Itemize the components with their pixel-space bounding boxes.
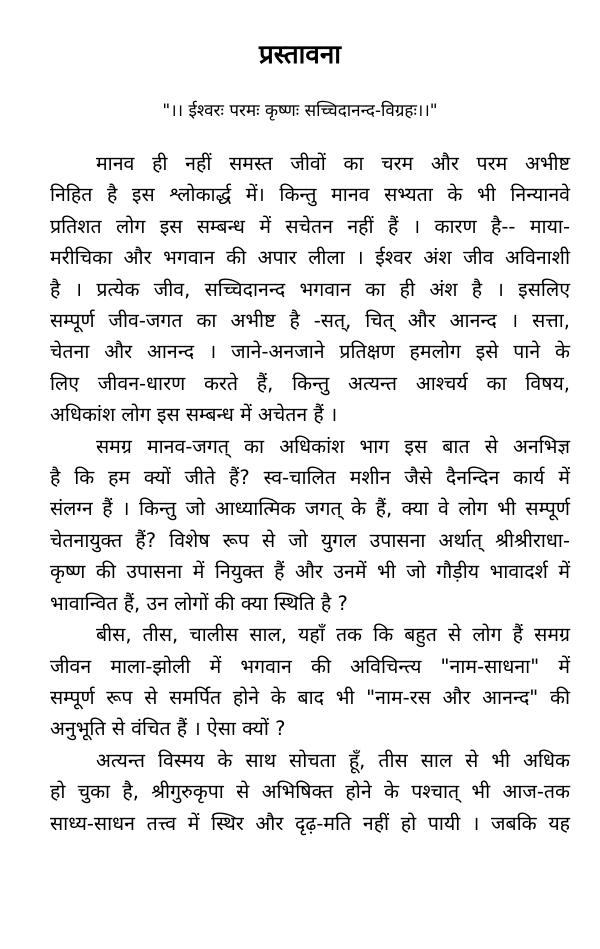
text-line: बीस, तीस, चालीस साल, यहाँ तक कि बहुत से लोग हैं समग्र	[96, 623, 570, 647]
text-line: है कि हम क्यों जीते हैं? स्व-चालित मशीन जैसे दैनन्दिन कार्य में	[50, 466, 570, 490]
paragraph-3	[50, 619, 570, 745]
text-line: भावान्वित हैं, उन लोगों की क्या स्थिति है ?	[50, 591, 348, 615]
text-line: लिए जीवन-धारण करते हैं, किन्तु अत्यन्त आश्चर्य का विषय,	[50, 371, 570, 395]
text-line: चेतना और आनन्द । जाने-अनजाने प्रतिक्षण हमलोग इसे पाने के	[50, 340, 570, 364]
text-line: साध्य-साधन तत्त्व में स्थिर और दृढ़-मति नहीं हो पायी । जबकि यह	[50, 811, 570, 835]
text-line: हो चुका है, श्रीगुरुकृपा से अभिषिक्त होने के पश्चात् भी आज-तक	[50, 780, 570, 804]
text-line: समग्र मानव-जगत् का अधिकांश भाग इस बात से अनभिज्ञ	[96, 434, 570, 458]
text-line: सम्पूर्ण जीव-जगत का अभीष्ट है -सत्, चित् और आनन्द । सत्ता,	[50, 309, 570, 333]
text-line: निहित है इस श्लोकार्द्ध में। किन्तु मानव सभ्यता के भी निन्यानवे	[50, 183, 570, 207]
paragraph-4	[50, 745, 570, 839]
text-line: अधिकांश लोग इस सम्बन्ध में अचेतन हैं ।	[50, 403, 338, 427]
text-line: जीवन माला-झोली में भगवान की अविचिन्त्य "नाम-साधना" में	[50, 654, 570, 678]
paragraph-2	[50, 431, 570, 619]
text-line: सम्पूर्ण रूप से समर्पित होने के बाद भी "नाम-रस और आनन्द" की	[50, 685, 570, 709]
paragraph-1	[50, 148, 570, 431]
shloka-quote: "।। ईश्वरः परमः कृष्णः सच्चिदानन्द-विग्रहः।।"	[162, 101, 438, 121]
text-line: मानव ही नहीं समस्त जीवों का चरम और परम अभीष्ट	[96, 152, 570, 175]
text-line: संलग्न हैं । किन्तु जो आध्यात्मिक जगत् के हैं, क्या वे लोग भी सम्पूर्ण	[50, 497, 570, 521]
text-line: कृष्ण की उपासना में नियुक्त हैं और उनमें भी जो गौड़ीय भावादर्श में	[50, 560, 570, 584]
text-line: मरीचिका और भगवान की अपार लीला । ईश्वर अंश जीव अविनाशी	[50, 246, 570, 270]
body-text	[50, 148, 570, 839]
text-line: अत्यन्त विस्मय के साथ सोचता हूँ, तीस साल से भी अधिक	[96, 748, 570, 772]
text-line: है । प्रत्येक जीव, सच्चिदानन्द भगवान का ही अंश है । इसलिए	[50, 277, 570, 301]
text-line: अनुभूति से वंचित हैं । ऐसा क्यों ?	[50, 717, 286, 741]
text-line: चेतनायुक्त हैं? विशेष रूप से जो युगल उपासना अर्थात् श्रीश्रीराधा-	[50, 528, 570, 552]
text-line: प्रतिशत लोग इस सम्बन्ध में सचेतन नहीं हैं । कारण है-- माया-	[50, 214, 570, 238]
page-title: प्रस्तावना	[258, 40, 342, 70]
